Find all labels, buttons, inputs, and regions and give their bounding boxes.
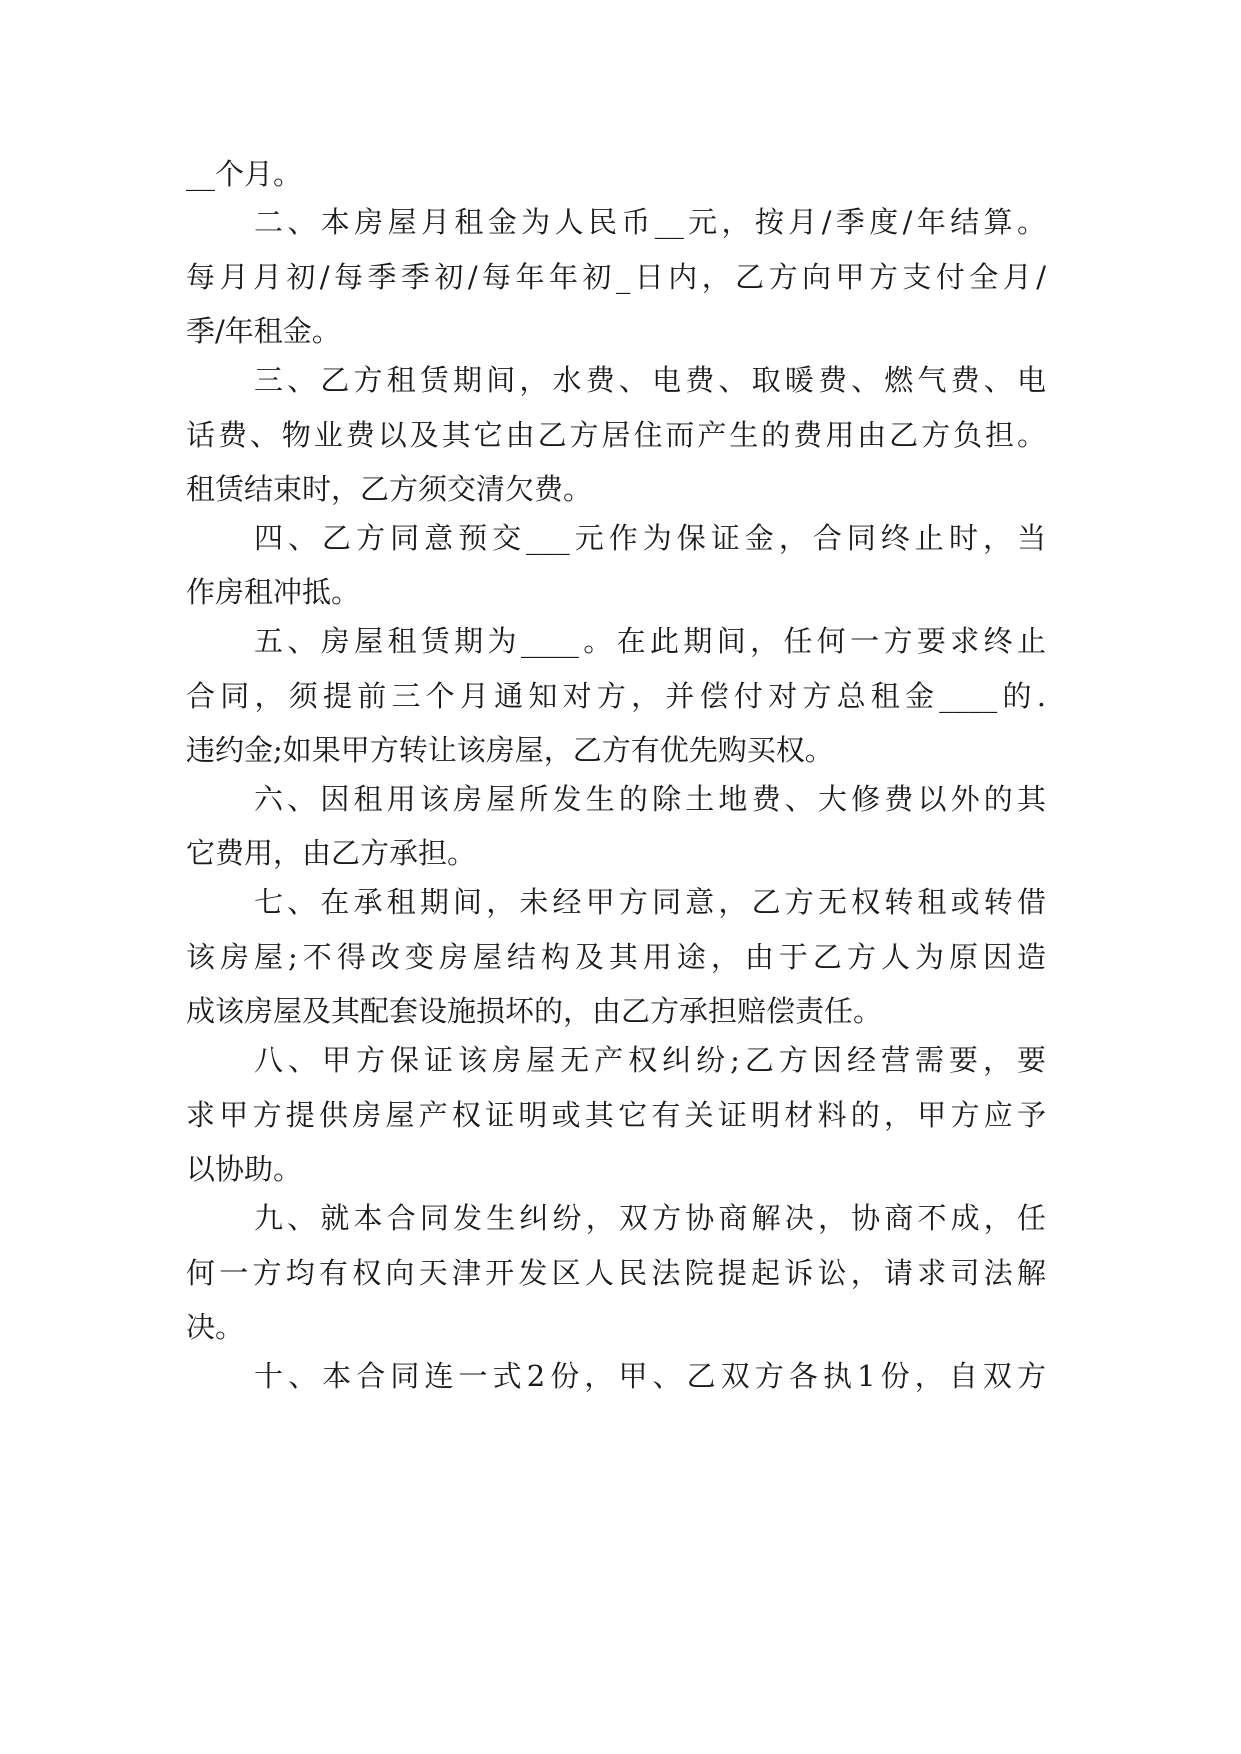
clause-3-line: 三、乙方租赁期间，水费、电费、取暖费、燃气费、电: [254, 363, 1046, 397]
text-line: 何一方均有权向天津开发区人民法院提起诉讼，请求司法解: [186, 1256, 1046, 1290]
clause-10-line: 十、本合同连一式2份，甲、乙双方各执1份，自双方: [254, 1359, 1046, 1393]
text-line: 租赁结束时，乙方须交清欠费。: [186, 472, 593, 506]
text-line: 以协助。: [186, 1152, 303, 1186]
clause-6-line: 六、因租用该房屋所发生的除土地费、大修费以外的其: [254, 782, 1046, 816]
clause-4-line: 四、乙方同意预交___元作为保证金，合同终止时，当: [254, 521, 1046, 555]
clause-5-line: 五、房屋租赁期为____。在此期间，任何一方要求终止: [254, 624, 1046, 658]
text-line: 求甲方提供房屋产权证明或其它有关证明材料的，甲方应予: [186, 1098, 1046, 1132]
clause-7-line: 七、在承租期间，未经甲方同意，乙方无权转租或转借: [254, 885, 1046, 919]
text-line: 该房屋;不得改变房屋结构及其用途，由于乙方人为原因造: [186, 940, 1046, 974]
clause-2-line: 二、本房屋月租金为人民币__元，按月/季度/年结算。: [254, 205, 1046, 239]
text-line: 作房租冲抵。: [186, 575, 361, 609]
text-line: __个月。: [186, 157, 303, 191]
text-line: 话费、物业费以及其它由乙方居住而产生的费用由乙方负担。: [186, 418, 1046, 452]
text-line: 成该房屋及其配套设施损坏的，由乙方承担赔偿责任。: [186, 994, 883, 1028]
text-line: 季/年租金。: [186, 314, 341, 348]
text-line: 它费用，由乙方承担。: [186, 836, 477, 870]
text-line: 每月月初/每季季初/每年年初_日内，乙方向甲方支付全月/: [186, 260, 1046, 294]
clause-9-line: 九、就本合同发生纠纷，双方协商解决，协商不成，任: [254, 1201, 1046, 1235]
clause-8-line: 八、甲方保证该房屋无产权纠纷;乙方因经营需要，要: [254, 1043, 1046, 1077]
text-line: 合同，须提前三个月通知对方，并偿付对方总租金____的.: [186, 679, 1046, 713]
text-line: 决。: [186, 1310, 245, 1344]
text-line: 违约金;如果甲方转让该房屋，乙方有优先购买权。: [186, 733, 834, 767]
